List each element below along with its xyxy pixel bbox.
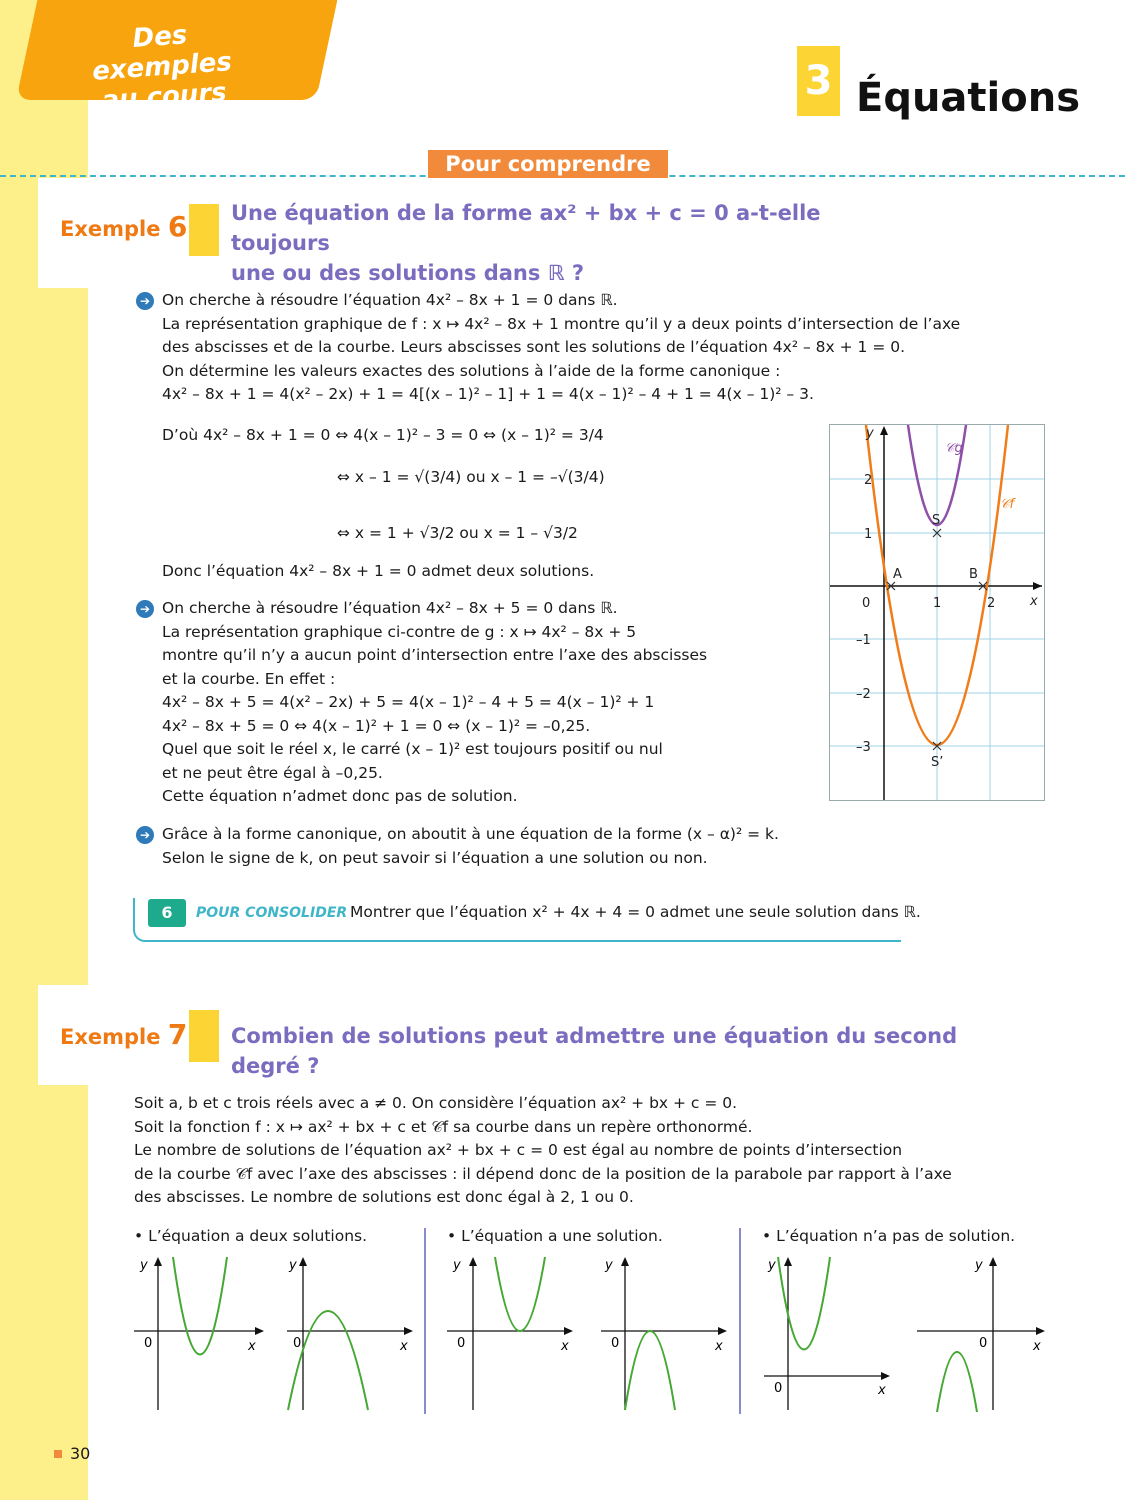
tick-y: –3 bbox=[856, 740, 871, 755]
mini-graph-two-down bbox=[283, 1252, 423, 1412]
band-pour-comprendre: Pour comprendre bbox=[428, 150, 668, 178]
tick-origin: 0 bbox=[862, 596, 871, 611]
equation-line-1: D’où 4x² – 8x + 1 = 0 ⇔ 4(x – 1)² – 3 = 0 ⇔ (x – 1)² = 3/4 bbox=[162, 426, 604, 444]
case-separator bbox=[739, 1228, 741, 1414]
p2-line: Quel que soit le réel x, le carré (x – 1)² est toujours positif ou nul bbox=[162, 740, 663, 758]
axis-y-label: y bbox=[140, 1258, 148, 1273]
consolider-label: POUR CONSOLIDER bbox=[196, 905, 348, 921]
p2-line: 4x² – 8x + 5 = 0 ⇔ 4(x – 1)² + 1 = 0 ⇔ (x – 1)² = –0,25. bbox=[162, 716, 591, 735]
p2-line: 4x² – 8x + 5 = 4(x² – 2x) + 5 = 4(x – 1)² – 4 + 5 = 4(x – 1)² + 1 bbox=[162, 693, 655, 711]
mini-graph-none-down bbox=[915, 1252, 1055, 1412]
axis-x-label: x bbox=[561, 1339, 569, 1354]
example6-bar bbox=[189, 204, 219, 256]
axis-origin-label: 0 bbox=[457, 1336, 466, 1351]
axis-y-label: y bbox=[975, 1258, 983, 1273]
equation-line-3: ⇔ x = 1 + √3/2 ou x = 1 – √3/2 bbox=[337, 524, 578, 542]
graph-x-label: x bbox=[1030, 594, 1038, 609]
p1-line: On détermine les valeurs exactes des solutions à l’aide de la forme canonique : bbox=[162, 361, 781, 380]
example6-paragraph1 bbox=[162, 289, 1002, 407]
tab-label-line2: au cours bbox=[100, 77, 228, 117]
example6-label: Exemple 6 bbox=[60, 210, 188, 243]
axis-origin-label: 0 bbox=[144, 1336, 153, 1351]
consolider-text: Montrer que l’équation x² + 4x + 4 = 0 admet une seule solution dans ℝ. bbox=[350, 903, 921, 921]
point-label: A bbox=[893, 567, 902, 582]
p7-line: Le nombre de solutions de l’équation ax² + bx + c = 0 est égal au nombre de points d’intersection bbox=[134, 1141, 903, 1159]
p1-line: On cherche à résoudre l’équation 4x² – 8x + 1 = 0 dans ℝ. bbox=[162, 291, 618, 309]
example7-paragraph bbox=[134, 1092, 994, 1210]
axis-y-label: y bbox=[289, 1258, 297, 1273]
p2-line: On cherche à résoudre l’équation 4x² – 8x + 5 = 0 dans ℝ. bbox=[162, 599, 618, 617]
p2-line: Cette équation n’admet donc pas de solution. bbox=[162, 787, 518, 805]
p7-line: des abscisses. Le nombre de solutions est donc égal à 2, 1 ou 0. bbox=[134, 1188, 634, 1206]
p7-line: Soit la fonction f : x ↦ ax² + bx + c et 𝒞f sa courbe dans un repère orthonormé. bbox=[134, 1117, 753, 1136]
case-two-solutions: • L’équation a deux solutions. bbox=[134, 1227, 368, 1245]
p2-line: et la courbe. En effet : bbox=[162, 669, 336, 688]
graph-y-label: y bbox=[866, 426, 874, 441]
equation-line-2: ⇔ x – 1 = √(3/4) ou x – 1 = –√(3/4) bbox=[337, 468, 605, 486]
curve-g-label: 𝒞g bbox=[945, 441, 963, 456]
example6-paragraph2 bbox=[162, 597, 802, 809]
p3-line: Selon le signe de k, on peut savoir si l’équation a une solution ou non. bbox=[162, 848, 708, 867]
arrow-icon: ➔ bbox=[136, 292, 154, 310]
curve-f-label: 𝒞f bbox=[1000, 497, 1015, 512]
example6-title bbox=[231, 198, 911, 288]
tick-x: 1 bbox=[933, 596, 942, 611]
p7-line: de la courbe 𝒞f avec l’axe des abscisses : il dépend donc de la position de la parabole par rapport à l’axe bbox=[134, 1164, 952, 1183]
example6-title-line1: Une équation de la forme ax² + bx + c = 0 a-t-elle toujours bbox=[231, 201, 821, 255]
axis-y-label: y bbox=[605, 1258, 613, 1273]
axis-x-label: x bbox=[878, 1383, 886, 1398]
example7-bar bbox=[189, 1010, 219, 1062]
point-label: S’ bbox=[931, 755, 944, 770]
case-no-solution: • L’équation n’a pas de solution. bbox=[762, 1227, 1016, 1245]
p1-line: 4x² – 8x + 1 = 4(x² – 2x) + 1 = 4[(x – 1)² – 1] + 1 = 4(x – 1)² – 4 + 1 = 4(x – 1)² – 3. bbox=[162, 385, 814, 403]
axis-origin-label: 0 bbox=[293, 1336, 302, 1351]
axis-origin-label: 0 bbox=[979, 1336, 988, 1351]
p1-line: La représentation graphique de f : x ↦ 4x² – 8x + 1 montre qu’il y a deux points d’intersection de l’axe bbox=[162, 314, 961, 333]
point-label: B bbox=[969, 567, 978, 582]
axis-x-label: x bbox=[400, 1339, 408, 1354]
example6-paragraph3 bbox=[162, 823, 922, 870]
axis-origin-label: 0 bbox=[774, 1381, 783, 1396]
tick-y: 2 bbox=[864, 473, 873, 488]
axis-y-label: y bbox=[768, 1258, 776, 1273]
axis-y-label: y bbox=[453, 1258, 461, 1273]
arrow-icon: ➔ bbox=[136, 826, 154, 844]
p2-line: montre qu’il n’y a aucun point d’intersection entre l’axe des abscisses bbox=[162, 646, 708, 664]
tick-y: –1 bbox=[856, 633, 871, 648]
chapter-tab-label bbox=[71, 16, 253, 118]
example7-title: Combien de solutions peut admettre une équation du second degré ? bbox=[231, 1024, 958, 1078]
section-number: 3 bbox=[797, 46, 840, 116]
page-marker-icon bbox=[54, 1450, 62, 1458]
axis-x-label: x bbox=[715, 1339, 723, 1354]
graph-f-g-svg bbox=[830, 425, 1044, 800]
tick-y: 1 bbox=[864, 527, 873, 542]
mini-graph-one-up bbox=[443, 1252, 583, 1412]
conclusion-1: Donc l’équation 4x² – 8x + 1 = 0 admet deux solutions. bbox=[162, 562, 595, 580]
p3-line: Grâce à la forme canonique, on aboutit à une équation de la forme (x – α)² = k. bbox=[162, 825, 779, 843]
case-one-solution: • L’équation a une solution. bbox=[447, 1227, 663, 1245]
example6-number: 6 bbox=[167, 210, 188, 243]
tab-label-line1: Des exemples bbox=[91, 20, 233, 87]
p1-line: des abscisses et de la courbe. Leurs abscisses sont les solutions de l’équation 4x² – 8x + 1 = 0. bbox=[162, 338, 906, 356]
example6-title-line2: une ou des solutions dans ℝ ? bbox=[231, 261, 585, 285]
mini-graph-none-up bbox=[760, 1252, 900, 1412]
p2-line: La représentation graphique ci-contre de g : x ↦ 4x² – 8x + 5 bbox=[162, 622, 637, 641]
example7-label: Exemple 7 bbox=[60, 1018, 188, 1051]
p7-line: Soit a, b et c trois réels avec a ≠ 0. On considère l’équation ax² + bx + c = 0. bbox=[134, 1094, 738, 1112]
case-separator bbox=[424, 1228, 426, 1414]
p2-line: et ne peut être égal à –0,25. bbox=[162, 763, 383, 782]
consolider-number: 6 bbox=[148, 899, 186, 927]
mini-graph-one-down bbox=[597, 1252, 737, 1412]
point-label: S bbox=[932, 513, 941, 528]
graph-f-g bbox=[829, 424, 1045, 801]
axis-origin-label: 0 bbox=[611, 1336, 620, 1351]
mini-graph-two-up bbox=[130, 1252, 275, 1412]
tick-y: –2 bbox=[856, 687, 871, 702]
tick-x: 2 bbox=[987, 596, 996, 611]
axis-x-label: x bbox=[1033, 1339, 1041, 1354]
section-title: Équations bbox=[856, 75, 1081, 121]
example7-number: 7 bbox=[167, 1018, 188, 1051]
page-number: 30 bbox=[70, 1444, 91, 1463]
axis-x-label: x bbox=[248, 1339, 256, 1354]
arrow-icon: ➔ bbox=[136, 600, 154, 618]
